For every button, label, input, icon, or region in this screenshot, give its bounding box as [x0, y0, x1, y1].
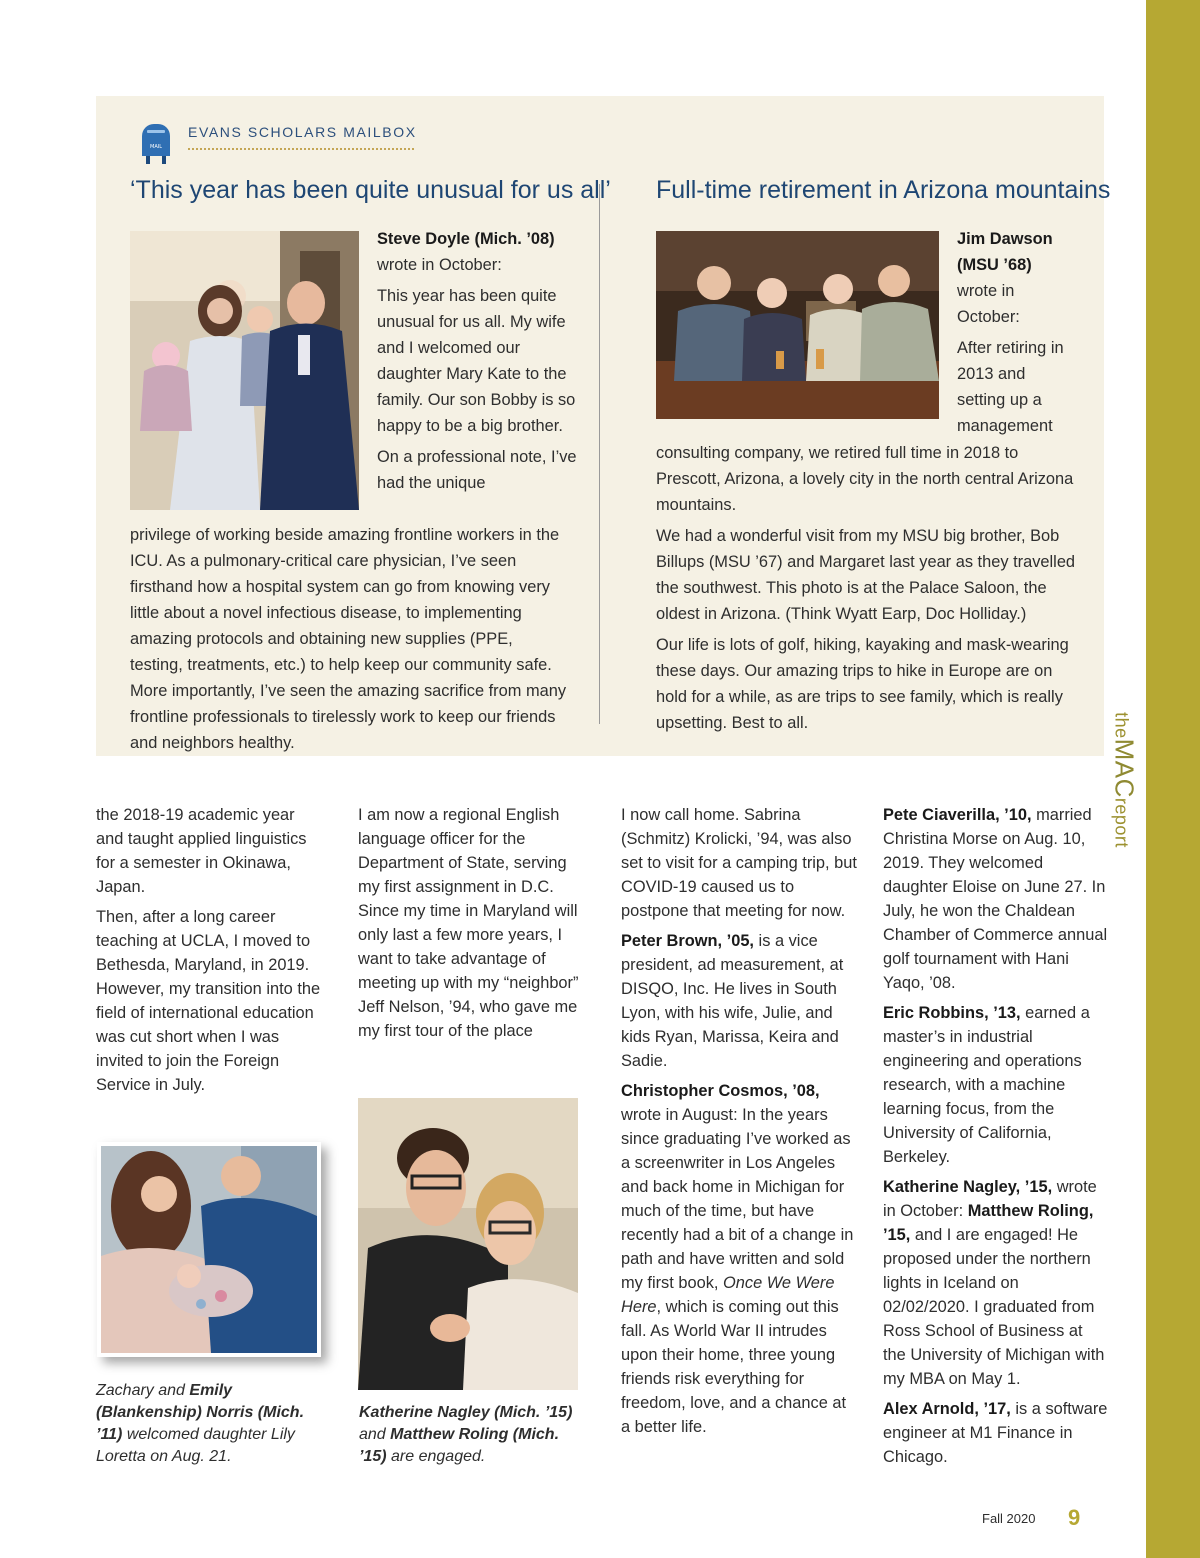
- story-left-intro: wrote in October:: [377, 256, 502, 274]
- col4-p2-text: earned a master’s in industrial engineering and operations research, with a machine learning focus, from the University of California, Berkeley.: [883, 1004, 1090, 1166]
- col3-p3-text-b: , which is coming out this fall. As World War II intrudes upon their home, three young friends risk everything for freedom, love, and a chance at a better life.: [621, 1298, 847, 1436]
- issue-season: Fall 2020: [982, 1511, 1036, 1526]
- col4-p3-name: Katherine Nagley, ’15,: [883, 1178, 1053, 1196]
- page-number: 9: [1068, 1505, 1081, 1530]
- col3-p3: [621, 1079, 857, 1439]
- dawson-saloon-photo: [656, 231, 939, 419]
- story-right-full-text: [656, 440, 1081, 741]
- brand-pre: the: [1111, 712, 1132, 739]
- col4-p3-text-b: and I are engaged! He proposed under the northern lights in Iceland on 02/02/2020. I graduated from Ross School of Business at the University of Michigan with my MBA on May 1.: [883, 1226, 1105, 1388]
- col3-p2-name: Peter Brown, ’05,: [621, 932, 754, 950]
- col3-p3-book-title: Once We Were Here: [621, 1274, 835, 1316]
- story-right-side-text: [957, 226, 1077, 444]
- story-left-p2a: On a professional note, I’ve had the unique: [377, 448, 577, 492]
- col4-p4-text: is a software engineer at M1 Finance in Chicago.: [883, 1400, 1108, 1466]
- col3-p2-text: is a vice president, ad measurement, at DISQO, Inc. He lives in South Lyon, with his wife, Julie, and kids Ryan, Marissa, Keira and Sadie.: [621, 932, 844, 1070]
- column-divider: [599, 184, 600, 724]
- brand-big: MAC: [1109, 738, 1140, 798]
- column-4: [883, 803, 1108, 1475]
- doyle-family-photo: [130, 231, 359, 510]
- column-1: [96, 803, 326, 1103]
- story-right-p3: Our life is lots of golf, hiking, kayaking and mask-wearing these days. Our amazing trips to hike in Europe are on hold for a while, as are trips to see family, which is really upsetting. Best to all.: [656, 636, 1069, 732]
- brand-post: report: [1111, 797, 1132, 848]
- magazine-brand-vertical: [1104, 700, 1144, 860]
- section-label: EVANS SCHOLARS MAILBOX: [188, 124, 417, 140]
- norris-family-photo: [97, 1142, 321, 1357]
- story-left-title: ‘This year has been quite unusual for us all’: [130, 176, 611, 204]
- column-2: [358, 803, 590, 1049]
- nagley-caption-d: are engaged.: [386, 1448, 486, 1465]
- side-color-band: [1146, 0, 1200, 1558]
- story-left-p2b: privilege of working beside amazing frontline workers in the ICU. As a pulmonary-critical care physician, I’ve seen firsthand how a hospital system can go from knowing very little about a novel infectious disease, to implementing amazing protocols and obtaining new supplies (PPE, testing, treatments, etc.) to help keep our community safe. More importantly, I’ve seen the amazing sacrifice from many frontline professionals to tirelessly work to keep our friends and neighbors healthy.: [130, 526, 567, 752]
- story-left-p1: This year has been quite unusual for us all. My wife and I welcomed our daughter Mary Kate to the family. Our son Bobby is so happy to be a big brother.: [377, 287, 576, 435]
- col3-p3-text-a: wrote in August: In the years since graduating I’ve worked as a screenwriter in Los Angeles and back home in Michigan for much of the time, but have recently had a bit of a change in path and have written and sold my first book,: [621, 1106, 854, 1292]
- col1-p1: the 2018-19 academic year and taught applied linguistics for a semester in Okinawa, Japan.: [96, 806, 307, 896]
- col4-p2-name: Eric Robbins, ’13,: [883, 1004, 1021, 1022]
- col4-p4-name: Alex Arnold, ’17,: [883, 1400, 1011, 1418]
- nagley-roling-photo: [358, 1098, 578, 1390]
- norris-photo-caption: [96, 1380, 328, 1468]
- col3-p3-name: Christopher Cosmos, ’08,: [621, 1082, 820, 1100]
- mailbox-icon: [138, 118, 174, 166]
- col4-p3-text-a: wrote in October:: [883, 1178, 1097, 1220]
- nagley-caption-b: and: [359, 1426, 391, 1443]
- section-dotted-rule: [188, 148, 414, 150]
- nagley-caption-c: Matthew Roling (Mich. ’15): [359, 1426, 560, 1465]
- story-right-author: Jim Dawson (MSU ’68): [957, 230, 1053, 274]
- story-left-author: Steve Doyle (Mich. ’08): [377, 230, 555, 248]
- story-left-side-text: [377, 226, 577, 501]
- nagley-caption-a: Katherine Nagley (Mich. ’15): [359, 1404, 573, 1421]
- col4-p1-name: Pete Ciaverilla, ’10,: [883, 806, 1032, 824]
- col4-p2: [883, 1001, 1108, 1169]
- col3-p2: [621, 929, 857, 1073]
- col2-p1: I am now a regional English language officer for the Department of State, serving my first assignment in D.C. Since my time in Maryland will only last a few more years, I want to take advantage of meeting up with my “neighbor” Jeff Nelson, ’94, who gave me my first tour of the place: [358, 806, 579, 1040]
- col4-p3: [883, 1175, 1108, 1391]
- norris-caption-a: Zachary and: [96, 1382, 190, 1399]
- svg-text:MAIL: MAIL: [150, 144, 162, 150]
- col4-p4: [883, 1397, 1108, 1469]
- story-left-full-text: [130, 522, 570, 761]
- col4-p3-name2: Matthew Roling, ’15,: [883, 1202, 1094, 1244]
- col3-p1: I now call home. Sabrina (Schmitz) Krolicki, ’94, was also set to visit for a camping trip, but COVID-19 caused us to postpone that meeting for now.: [621, 806, 857, 920]
- story-right-p1a: After retiring in 2013 and setting up a management: [957, 339, 1064, 435]
- nagley-photo-caption: [359, 1402, 591, 1468]
- col4-p1-text: married Christina Morse on Aug. 10, 2019. They welcomed daughter Eloise on June 27. In July, he won the Chaldean Chamber of Commerce annual golf tournament with Hani Yaqo, ’08.: [883, 806, 1108, 992]
- column-3: [621, 803, 857, 1445]
- col1-p2: Then, after a long career teaching at UCLA, I moved to Bethesda, Maryland, in 2019. However, my transition into the field of international education was cut short when I was invited to join the Foreign Service in July.: [96, 908, 321, 1094]
- col4-p1: [883, 803, 1108, 995]
- story-right-intro: wrote in October:: [957, 282, 1020, 326]
- story-right-p2: We had a wonderful visit from my MSU big brother, Bob Billups (MSU ’67) and Margaret last year as they travelled the southwest. This photo is at the Palace Saloon, the oldest in Arizona. (Think Wyatt Earp, Doc Holliday.): [656, 527, 1076, 623]
- norris-caption-c: welcomed daughter Lily Loretta on Aug. 21.: [96, 1426, 295, 1465]
- norris-caption-b: Emily (Blankenship) Norris (Mich. ’11): [96, 1382, 305, 1443]
- story-right-title: Full-time retirement in Arizona mountains: [656, 176, 1111, 204]
- story-right-p1b: consulting company, we retired full time in 2018 to Prescott, Arizona, a lovely city in the north central Arizona mountains.: [656, 444, 1074, 514]
